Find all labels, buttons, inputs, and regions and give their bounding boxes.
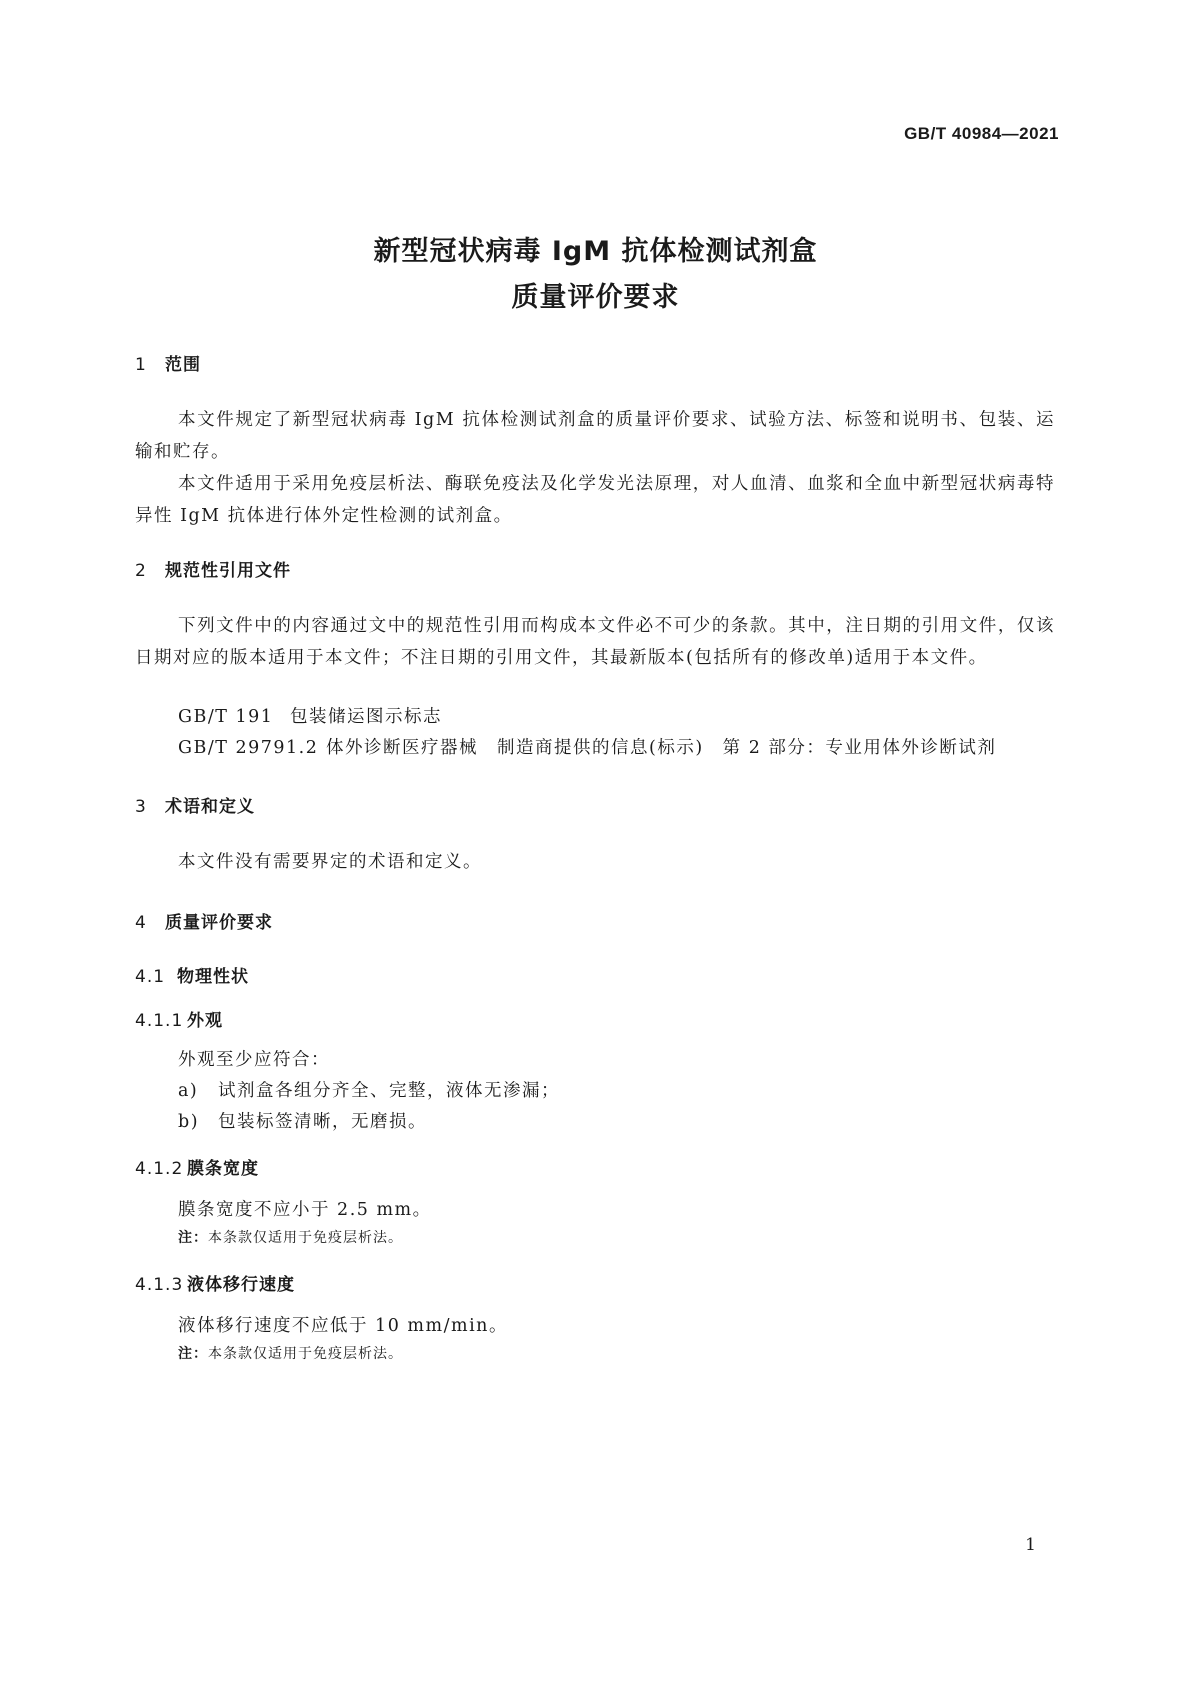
section-heading-1 xyxy=(135,350,201,375)
subsection-heading-4-1-1 xyxy=(135,1006,223,1031)
membrane-width-text: 膜条宽度不应小于 2.5 mm。 xyxy=(178,1200,432,1220)
document-code: GB/T 40984—2021 xyxy=(904,124,1059,143)
section-number: 4.1.1 xyxy=(135,1011,184,1031)
section-title: 规范性引用文件 xyxy=(165,561,291,581)
list-text: 包装标签清晰，无磨损。 xyxy=(218,1112,427,1132)
list-text: 试剂盒各组分齐全、完整，液体无渗漏； xyxy=(218,1081,560,1101)
section-number: 1 xyxy=(135,355,147,375)
section-title: 范围 xyxy=(165,355,201,375)
section-heading-4 xyxy=(135,908,273,933)
section-heading-3 xyxy=(135,792,255,817)
section-title: 质量评价要求 xyxy=(165,913,273,933)
section-number: 4.1.3 xyxy=(135,1275,184,1295)
section-title: 膜条宽度 xyxy=(187,1159,259,1179)
list-item xyxy=(178,1108,427,1133)
list-label: a) xyxy=(178,1081,199,1101)
reference-code: GB/T 29791.2 xyxy=(178,738,319,758)
section-number: 3 xyxy=(135,797,147,817)
paragraph-scope-1: 本文件规定了新型冠状病毒 IgM 抗体检测试剂盒的质量评价要求、试验方法、标签和说明书、包装、运输和贮存。 xyxy=(135,410,1055,462)
note xyxy=(178,1343,403,1363)
paragraph-normative-refs: 下列文件中的内容通过文中的规范性引用而构成本文件必不可少的条款。其中，注日期的引用文件，仅该日期对应的版本适用于本文件；不注日期的引用文件，其最新版本(包括所有的修改单)适用于本文件。 xyxy=(135,616,1055,668)
page-number: 1 xyxy=(1025,1535,1036,1555)
note-text: 本条款仅适用于免疫层析法。 xyxy=(208,1230,403,1246)
note xyxy=(178,1227,403,1247)
section-number: 4 xyxy=(135,913,147,933)
document-title-line1: 新型冠状病毒 IgM 抗体检测试剂盒 xyxy=(373,236,818,267)
reference-item xyxy=(178,703,442,728)
section-number: 4.1 xyxy=(135,967,166,987)
section-title: 术语和定义 xyxy=(165,797,255,817)
subsection-heading-4-1-3 xyxy=(135,1270,295,1295)
section-number: 4.1.2 xyxy=(135,1159,184,1179)
list-item xyxy=(178,1077,560,1102)
reference-title: 包装储运图示标志 xyxy=(290,707,442,727)
paragraph-scope-2: 本文件适用于采用免疫层析法、酶联免疫法及化学发光法原理，对人血清、血浆和全血中新型冠状病毒特异性 IgM 抗体进行体外定性检测的试剂盒。 xyxy=(135,474,1055,526)
note-label: 注： xyxy=(178,1346,208,1362)
section-title: 外观 xyxy=(187,1011,223,1031)
section-title: 液体移行速度 xyxy=(187,1275,295,1295)
subsection-heading-4-1-2 xyxy=(135,1154,259,1179)
list-label: b) xyxy=(178,1112,200,1132)
appearance-intro: 外观至少应符合： xyxy=(178,1050,330,1070)
subsection-heading-4-1 xyxy=(135,962,249,987)
note-text: 本条款仅适用于免疫层析法。 xyxy=(208,1346,403,1362)
section-title: 物理性状 xyxy=(177,967,249,987)
note-label: 注： xyxy=(178,1230,208,1246)
reference-item xyxy=(178,734,996,759)
paragraph-terms: 本文件没有需要界定的术语和定义。 xyxy=(178,852,482,872)
document-title-line2: 质量评价要求 xyxy=(511,282,680,313)
reference-title: 体外诊断医疗器械 制造商提供的信息(标示) 第 2 部分：专业用体外诊断试剂 xyxy=(326,738,997,758)
liquid-migration-text: 液体移行速度不应低于 10 mm/min。 xyxy=(178,1316,508,1336)
section-heading-2 xyxy=(135,556,291,581)
reference-code: GB/T 191 xyxy=(178,707,274,727)
section-number: 2 xyxy=(135,561,147,581)
